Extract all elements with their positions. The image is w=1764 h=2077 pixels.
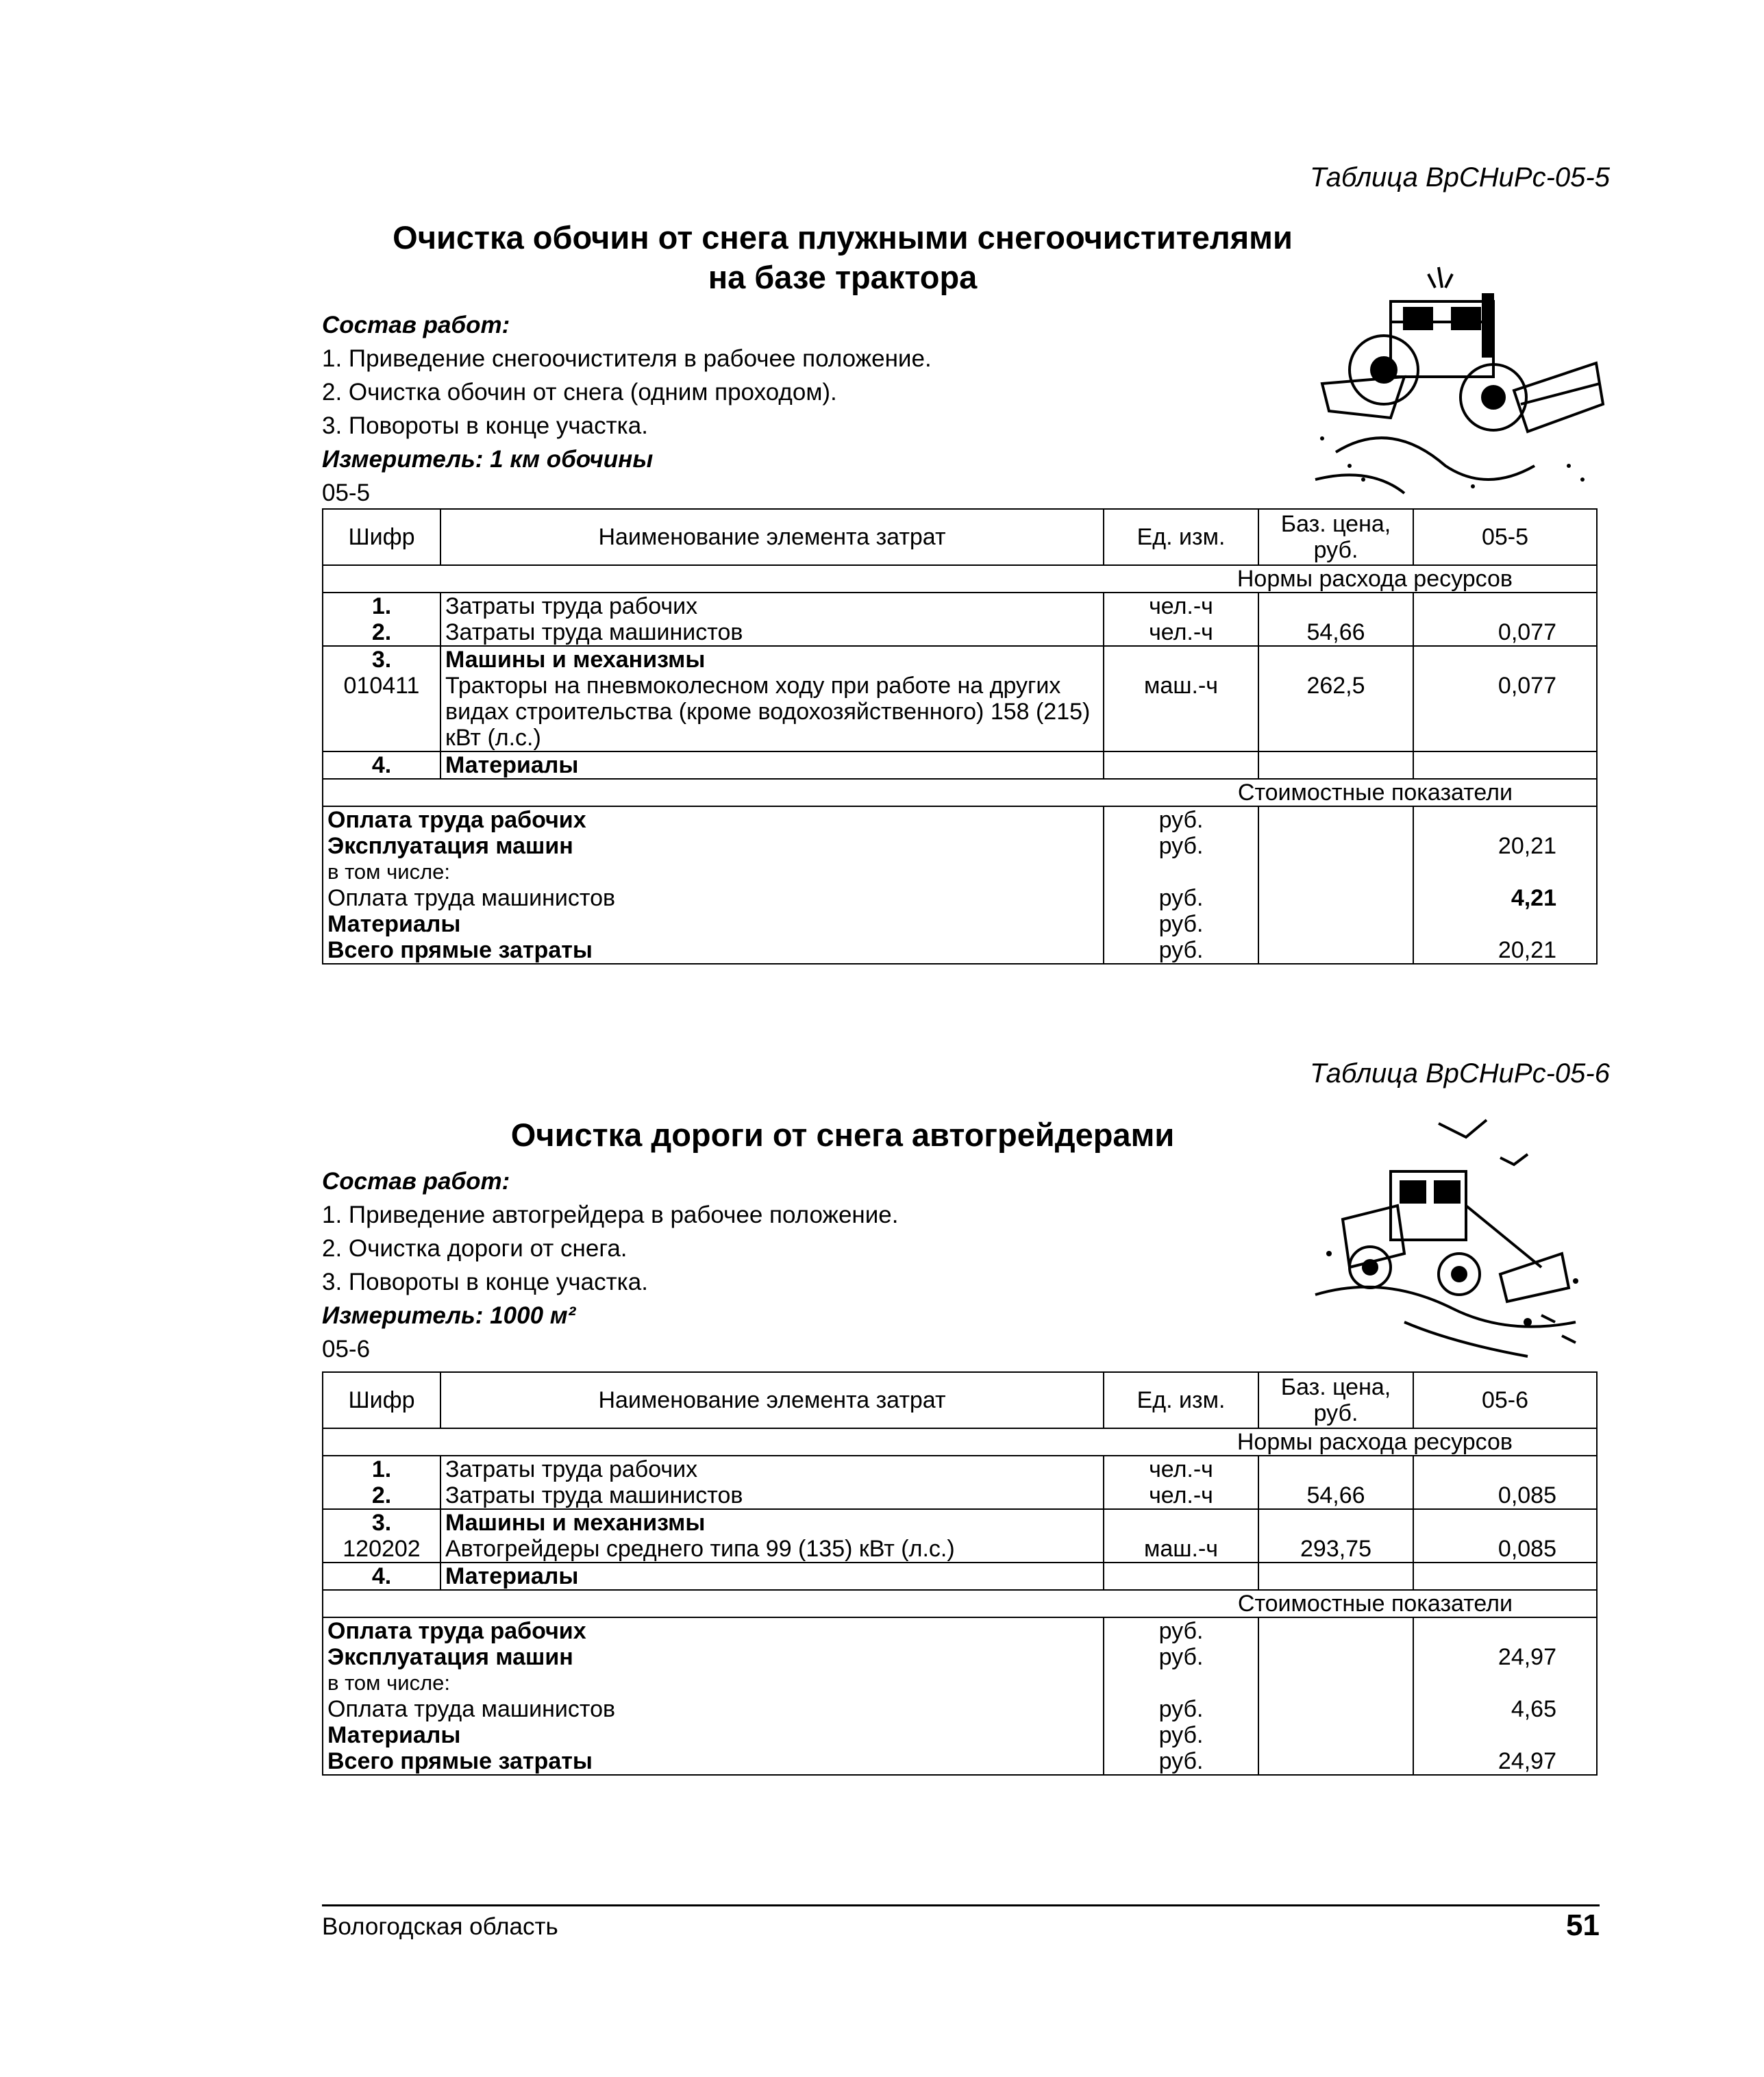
cost-table-05-5 (322, 508, 1598, 965)
table-row: 1. Затраты труда рабочих чел.-ч (323, 593, 1597, 619)
table-row: 4. Материалы (323, 751, 1597, 779)
cost-row: Оплата труда рабочих руб. (323, 806, 1597, 833)
cost-row: Оплата труда машинистов руб. 4,65 (323, 1696, 1597, 1722)
tractor-snowplow-icon (1308, 260, 1617, 507)
col-header-code: Шифр (323, 1372, 440, 1428)
footer-divider (322, 1904, 1600, 1906)
table-label: Таблица ВрСНиРс-05-6 (1310, 1058, 1610, 1089)
cost-row: Материалы руб. (323, 911, 1597, 937)
cost-row: Оплата труда машинистов руб. 4,21 (323, 885, 1597, 911)
table-row: 3. Машины и механизмы (323, 646, 1597, 673)
section-title: Очистка дороги от снега автогрейдерами (510, 1117, 1175, 1153)
cost-section-row: Стоимостные показатели (323, 779, 1597, 806)
col-header-price: Баз. цена, руб. (1258, 1372, 1413, 1428)
col-header-unit: Ед. изм. (1104, 509, 1258, 565)
col-header-norm: 05-6 (1413, 1372, 1597, 1428)
col-header-code: Шифр (323, 509, 440, 565)
col-header-price: Баз. цена, руб. (1258, 509, 1413, 565)
table-row: 3. Машины и механизмы (323, 1509, 1597, 1536)
col-header-name: Наименование элемента затрат (440, 509, 1104, 565)
col-header-name: Наименование элемента затрат (440, 1372, 1104, 1428)
motor-grader-icon (1302, 1117, 1603, 1363)
footer-region: Вологодская область (322, 1913, 558, 1940)
cost-row: Всего прямые затраты руб. 24,97 (323, 1748, 1597, 1775)
table-header-row (323, 509, 1597, 565)
col-header-unit: Ед. изм. (1104, 1372, 1258, 1428)
table-row: 1. Затраты труда рабочих чел.-ч (323, 1456, 1597, 1482)
cost-section-row: Стоимостные показатели (323, 1590, 1597, 1617)
table-row: 010411 Тракторы на пневмоколесном ходу при работе на других видах строительства (кроме водохозяйственного) 158 (215) кВт (л.с.) маш.-ч 262,5 0,077 (323, 673, 1597, 751)
cost-row: в том числе: (323, 1670, 1597, 1696)
cost-row: Эксплуатация машин руб. 24,97 (323, 1644, 1597, 1670)
norms-section-row: Нормы расхода ресурсов (323, 565, 1597, 593)
cost-row: Материалы руб. (323, 1722, 1597, 1748)
work-composition: Состав работ: 1. Приведение автогрейдера в рабочее положение. 2. Очистка дороги от снега. 3. Повороты в конце участка. Измеритель: 1000 м² 05-6 (322, 1168, 899, 1363)
cost-row: Оплата труда рабочих руб. (323, 1617, 1597, 1644)
cost-row: Всего прямые затраты руб. 20,21 (323, 937, 1597, 964)
cost-table-05-6 (322, 1371, 1598, 1776)
table-row: 2. Затраты труда машинистов чел.-ч 54,66 0,077 (323, 619, 1597, 646)
table-header-row (323, 1372, 1597, 1428)
cost-row: в том числе: (323, 859, 1597, 885)
work-composition: Состав работ: 1. Приведение снегоочистителя в рабочее положение. 2. Очистка обочин от снега (одним проходом). 3. Повороты в конце участка. Измеритель: 1 км обочины 05-5 (322, 312, 932, 506)
cost-row: Эксплуатация машин руб. 20,21 (323, 833, 1597, 859)
table-row: 4. Материалы (323, 1563, 1597, 1590)
table-row: 120202 Автогрейдеры среднего типа 99 (135) кВт (л.с.) маш.-ч 293,75 0,085 (323, 1536, 1597, 1563)
page-number: 51 (1566, 1908, 1600, 1942)
section-title: Очистка обочин от снега плужными снегоочистителями на базе трактора (393, 219, 1293, 295)
table-row: 2. Затраты труда машинистов чел.-ч 54,66 0,085 (323, 1482, 1597, 1509)
norms-section-row: Нормы расхода ресурсов (323, 1428, 1597, 1456)
col-header-norm: 05-5 (1413, 509, 1597, 565)
table-label: Таблица ВрСНиРс-05-5 (1310, 162, 1610, 192)
